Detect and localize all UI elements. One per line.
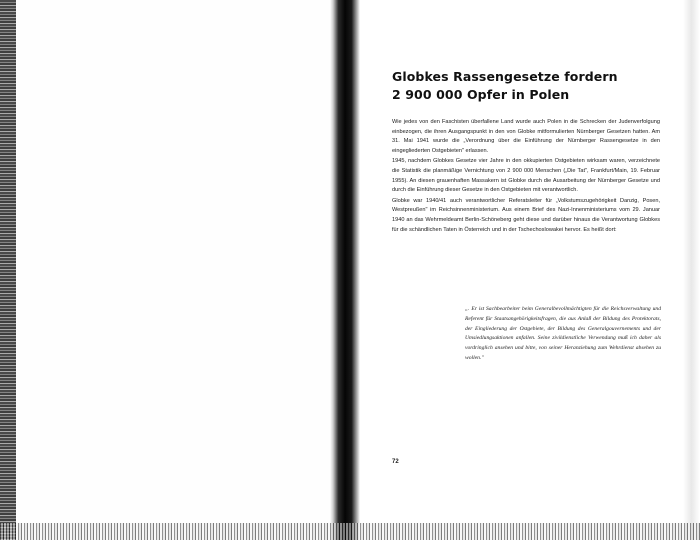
left-page-blank — [12, 0, 337, 530]
book-gutter-shadow — [330, 0, 360, 540]
paragraph: 1945, nachdem Globkes Gesetze vier Jahre in den okkupierten Ostgebieten wirksam waren, verzeichnete die Statistik die planmäßige Vernichtung von 2 900 000 Menschen („Die Tat", Frankfurt/Main, 19. Februar 1955). An diesen grauenhaften Massakern ist Globke durch die Ausarbeitung der Nürnberger Gesetze und durch die Einführung dieser Gesetze in den Ostgebieten mit verantwortlich. — [392, 158, 660, 194]
block-quote: „. Er ist Sachbearbeiter beim Generalbevollmächtigten für die Reichsverwaltung und Referent für Staatsangehörigkeitsfragen, die aus Anlaß der Bildung des Protektorats, der Eingliederung der Ostgebiete, der Bildung des Generalgouvernements und der Umsiedlungsaktionen anfallen. Seine zivildienstliche Verwendung muß ich daher als vordringlich ansehen und bitte, von seiner Heranziehung zum Wehrdienst absehen zu wollen." — [465, 306, 661, 361]
title-line-2: 2 900 000 Opfer in Polen — [392, 87, 570, 102]
paragraph: Wie jedes von den Faschisten überfallene Land wurde auch Polen in die Schrecken der Judenverfolgung einbezogen, die ihren Ausgangspunkt in den von Globke mitformulierten Nürnberger Gesetzen hatten. Am 31. Mai 1941 wurde die „Verordnung über die Einführung der Nürnberger Rassengesetze in den eingegliederten Ostgebieten" erlassen. — [392, 119, 660, 154]
paragraph: Globke war 1940/41 auch verantwortlicher Referatsleiter für „Volkstumszugehörigkeit Danzig, Posen, Westpreußen" im Reichsinnenministerium. Aus einem Brief des Nazi-Innenministeriums vom 29. Januar 1940 an das Wehrmeldeamt Berlin-Schöneberg geht diese und darüber hinaus die Verantwortung Globkes für die schändlichen Taten in Österreich und in der Tschechoslowakei hervor. Es heißt dort: — [392, 197, 660, 233]
body-text — [392, 118, 660, 236]
page-number: 72 — [392, 459, 399, 465]
left-page-edge — [0, 0, 16, 540]
page-title — [392, 68, 672, 104]
title-line-1: Globkes Rassengesetze fordern — [392, 69, 618, 84]
right-page-edge — [683, 0, 700, 540]
bottom-page-edge — [0, 523, 700, 540]
right-page — [362, 0, 682, 523]
